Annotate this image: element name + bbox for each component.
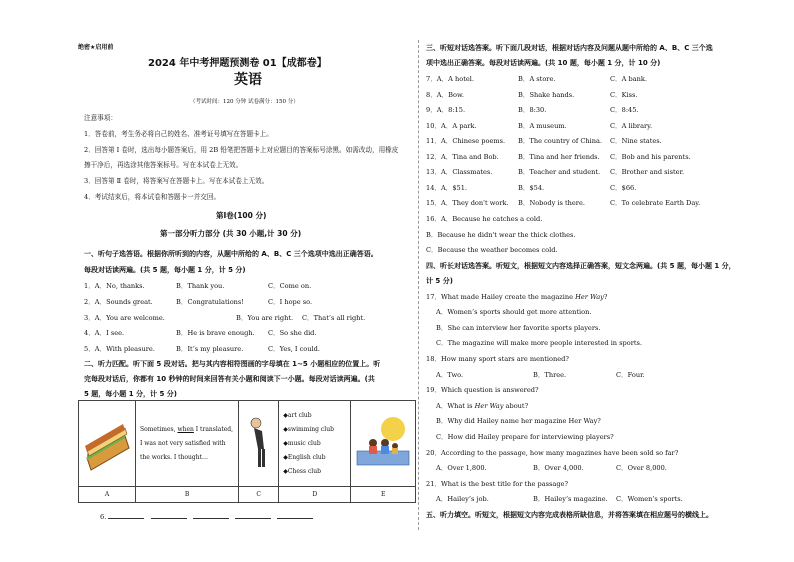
club-item: ◆music club bbox=[283, 439, 321, 447]
question-option: 13．A．Classmates. bbox=[426, 168, 493, 176]
question-option: 10．A．A park. bbox=[426, 122, 477, 130]
question-option: A．What is Her Way about? bbox=[436, 402, 529, 410]
question-option: A．Hailey’s job. bbox=[436, 495, 489, 503]
question-option: B．Why did Hailey name her magazine Her Way? bbox=[436, 417, 601, 425]
question-option: 11．A．Chinese poems. bbox=[426, 137, 506, 145]
question-option: C．I hope so. bbox=[268, 298, 313, 306]
note-line: 2．回答第 Ⅰ 卷时，选出每小题答案后，用 2B 铅笔把答题卡上对应题目的答案标号涂黑。如需改动，用橡皮 bbox=[84, 146, 399, 154]
picture-b bbox=[136, 401, 239, 487]
note-line: 1．答卷前，考生务必将自己的姓名、准考证号填写在答题卡上。 bbox=[84, 130, 273, 138]
question-option: B．A store. bbox=[518, 75, 556, 83]
picture-table bbox=[78, 400, 416, 503]
picture-b-line: Sometimes, when I translated, bbox=[140, 425, 234, 433]
question-number: 6. bbox=[100, 513, 107, 521]
picture-letter: B bbox=[136, 487, 239, 503]
question-option: C．How did Hailey prepare for interviewing players? bbox=[436, 433, 614, 441]
question-option: B．The country of China. bbox=[518, 137, 603, 145]
question-option: 15．A．They don't work. bbox=[426, 199, 509, 207]
question-option: C．Women’s sports. bbox=[616, 495, 683, 503]
sandwich-icon bbox=[79, 408, 135, 478]
question-option: C．Nine states. bbox=[610, 137, 662, 145]
secret-label: 绝密★启用前 bbox=[78, 44, 114, 51]
question-option: A．Two. bbox=[436, 371, 464, 379]
picture-letter: D bbox=[279, 487, 351, 503]
section5-instruction: 五、听力填空。听短文，根据短文内容完成表格所缺信息，并将答案填在相应题号的横线上。 bbox=[426, 511, 713, 519]
section4-instruction: 计 5 分) bbox=[426, 277, 453, 285]
question-option: A．Over 1,800. bbox=[436, 464, 487, 472]
question-option: 7．A．A hotel. bbox=[426, 75, 474, 83]
question-option: B．Nobody is there. bbox=[518, 199, 585, 207]
question-option: 16．A．Because he catches a cold. bbox=[426, 215, 543, 223]
question-option: B．Because he didn't wear the thick clothes. bbox=[426, 231, 576, 239]
question-option: 3．A．You are welcome. bbox=[84, 314, 165, 322]
question-option: 12．A．Tina and Bob. bbox=[426, 153, 499, 161]
question-option: C．Bob and his parents. bbox=[610, 153, 691, 161]
question-option: B．He is brave enough. bbox=[176, 329, 255, 337]
question-option: C．Four. bbox=[616, 371, 645, 379]
question-stem: 20．According to the passage, how many magazines have been sold so far? bbox=[426, 449, 679, 457]
answer-blank[interactable] bbox=[193, 512, 229, 519]
question-option: 1．A．No, thanks. bbox=[84, 282, 145, 290]
question-option: B．It’s my pleasure. bbox=[176, 345, 244, 353]
question-option: 8．A．Bow. bbox=[426, 91, 464, 99]
question-option: C．So she did. bbox=[268, 329, 317, 337]
picture-letter: A bbox=[79, 487, 136, 503]
note-line: 3．回答第 Ⅱ 卷时，将答案写在答题卡上。写在本试卷上无效。 bbox=[84, 177, 269, 185]
volume-heading: 第Ⅰ卷(100 分) bbox=[216, 211, 267, 220]
exam-title: 2024 年中考押题预测卷 01【成都卷】 bbox=[148, 58, 327, 69]
answer-blank[interactable] bbox=[277, 512, 313, 519]
section1-instruction: 一、听句子选答语。根据你所听到的内容，从题中所给的 A、B、C 三个选项中选出正确答语。 bbox=[84, 250, 378, 258]
question-option: 2．A．Sounds great. bbox=[84, 298, 153, 306]
answer-blank[interactable] bbox=[151, 512, 187, 519]
question-option: B．Teacher and student. bbox=[518, 168, 601, 176]
question-option: B．Thank you. bbox=[176, 282, 225, 290]
note-line: 4．考试结束后，将本试卷和答题卡一并交回。 bbox=[84, 193, 221, 201]
question-option: 14．A．$51. bbox=[426, 184, 468, 192]
question-option: B．She can interview her favorite sports players. bbox=[436, 324, 601, 332]
picture-e bbox=[351, 401, 416, 487]
question-option: C．To celebrate Earth Day. bbox=[610, 199, 701, 207]
notes-heading: 注意事项： bbox=[84, 114, 117, 122]
question-option: 4．A．I see. bbox=[84, 329, 125, 337]
section2-instruction: 完每段对话后，你都有 10 秒钟的时间来回答有关小题和阅读下一小题。每段对话读两遍。(共 bbox=[84, 375, 375, 383]
section2-instruction: 5 题，每小题 1 分，计 5 分) bbox=[84, 390, 177, 398]
question-option: C．8:45. bbox=[610, 106, 639, 114]
question-option: A．Women’s sports should get more attention. bbox=[436, 308, 592, 316]
exam-info: （考试时间：120 分钟 试卷满分：150 分） bbox=[190, 99, 299, 105]
question-option: B．8:30. bbox=[518, 106, 547, 114]
section2-instruction: 二、听力匹配。听下面 5 段对话。把与其内容相符图画的字母填在 1~5 小题相应的位置上。听 bbox=[84, 360, 381, 368]
question-option: C．Over 8,000. bbox=[616, 464, 667, 472]
bowing-man-icon bbox=[244, 415, 274, 471]
question-option: C．The magazine will make more people interested in sports. bbox=[436, 339, 643, 347]
question-option: B．$54. bbox=[518, 184, 545, 192]
question-option: B．Hailey’s magazine. bbox=[533, 495, 608, 503]
club-item: ◆English club bbox=[283, 453, 326, 461]
question-stem: 18．How many sport stars are mentioned? bbox=[426, 355, 569, 363]
question-stem: 21．What is the best title for the passage? bbox=[426, 480, 568, 488]
question-option: C．A bank. bbox=[610, 75, 647, 83]
question-option: B．Three. bbox=[533, 371, 567, 379]
picture-b-line: the works. I thought… bbox=[140, 453, 209, 461]
subject-title: 英语 bbox=[234, 72, 262, 88]
question-option: C．A library. bbox=[610, 122, 653, 130]
question-stem: 19．Which question is answered? bbox=[426, 386, 539, 394]
family-picnic-icon bbox=[353, 413, 413, 473]
section3-instruction: 项中选出正确答案。每段对话读两遍。(共 10 题，每小题 1 分，计 10 分) bbox=[426, 59, 661, 67]
section4-instruction: 四、听长对话选答案。听短文，根据短文内容选择正确答案，短文念两遍。(共 5 题，每小题 1 分， bbox=[426, 262, 736, 270]
question-option: 5．A．With pleasure. bbox=[84, 345, 155, 353]
club-item: ◆swimming club bbox=[283, 425, 334, 433]
picture-d bbox=[279, 401, 351, 487]
column-divider bbox=[418, 40, 420, 530]
section3-instruction: 三、听短对话选答案。听下面几段对话，根据对话内容及问题从题中所给的 A、B、C 三个选 bbox=[426, 44, 713, 52]
question-option: B．Congratulations! bbox=[176, 298, 244, 306]
question-option: C．Brother and sister. bbox=[610, 168, 685, 176]
picture-b-line: I was not very satisfied with bbox=[140, 439, 226, 447]
question-option: B．A museum. bbox=[518, 122, 567, 130]
question-stem: 17．What made Hailey create the magazine Her Way? bbox=[426, 293, 608, 301]
question-option: 9．A．8:15. bbox=[426, 106, 466, 114]
answer-blanks bbox=[100, 512, 317, 521]
picture-a bbox=[79, 401, 136, 487]
question-option: C．Yes, I could. bbox=[268, 345, 320, 353]
picture-letter: E bbox=[351, 487, 416, 503]
picture-letter: C bbox=[239, 487, 279, 503]
answer-blank[interactable] bbox=[108, 512, 144, 519]
question-option: C．Kiss. bbox=[610, 91, 638, 99]
section-heading: 第一部分听力部分 (共 30 小题,计 30 分) bbox=[160, 229, 302, 238]
question-option: B．Over 4,000. bbox=[533, 464, 584, 472]
club-item: ◆art club bbox=[283, 411, 312, 419]
answer-blank[interactable] bbox=[235, 512, 271, 519]
club-item: ◆Chess club bbox=[283, 467, 321, 475]
question-option: B．Shake hands. bbox=[518, 91, 575, 99]
question-option: C．That’s all right. bbox=[302, 314, 366, 322]
note-line: 擦干净后，再选涂其他答案标号。写在本试卷上无效。 bbox=[84, 161, 243, 169]
question-option: C．Come on. bbox=[268, 282, 312, 290]
question-option: B．Tina and her friends. bbox=[518, 153, 600, 161]
section1-instruction: 每段对话读两遍。(共 5 题，每小题 1 分，计 5 分) bbox=[84, 266, 246, 274]
question-option: C．Because the weather becomes cold. bbox=[426, 246, 558, 254]
picture-c bbox=[239, 401, 279, 487]
question-option: C．$66. bbox=[610, 184, 637, 192]
question-option: B．You are right. bbox=[236, 314, 294, 322]
